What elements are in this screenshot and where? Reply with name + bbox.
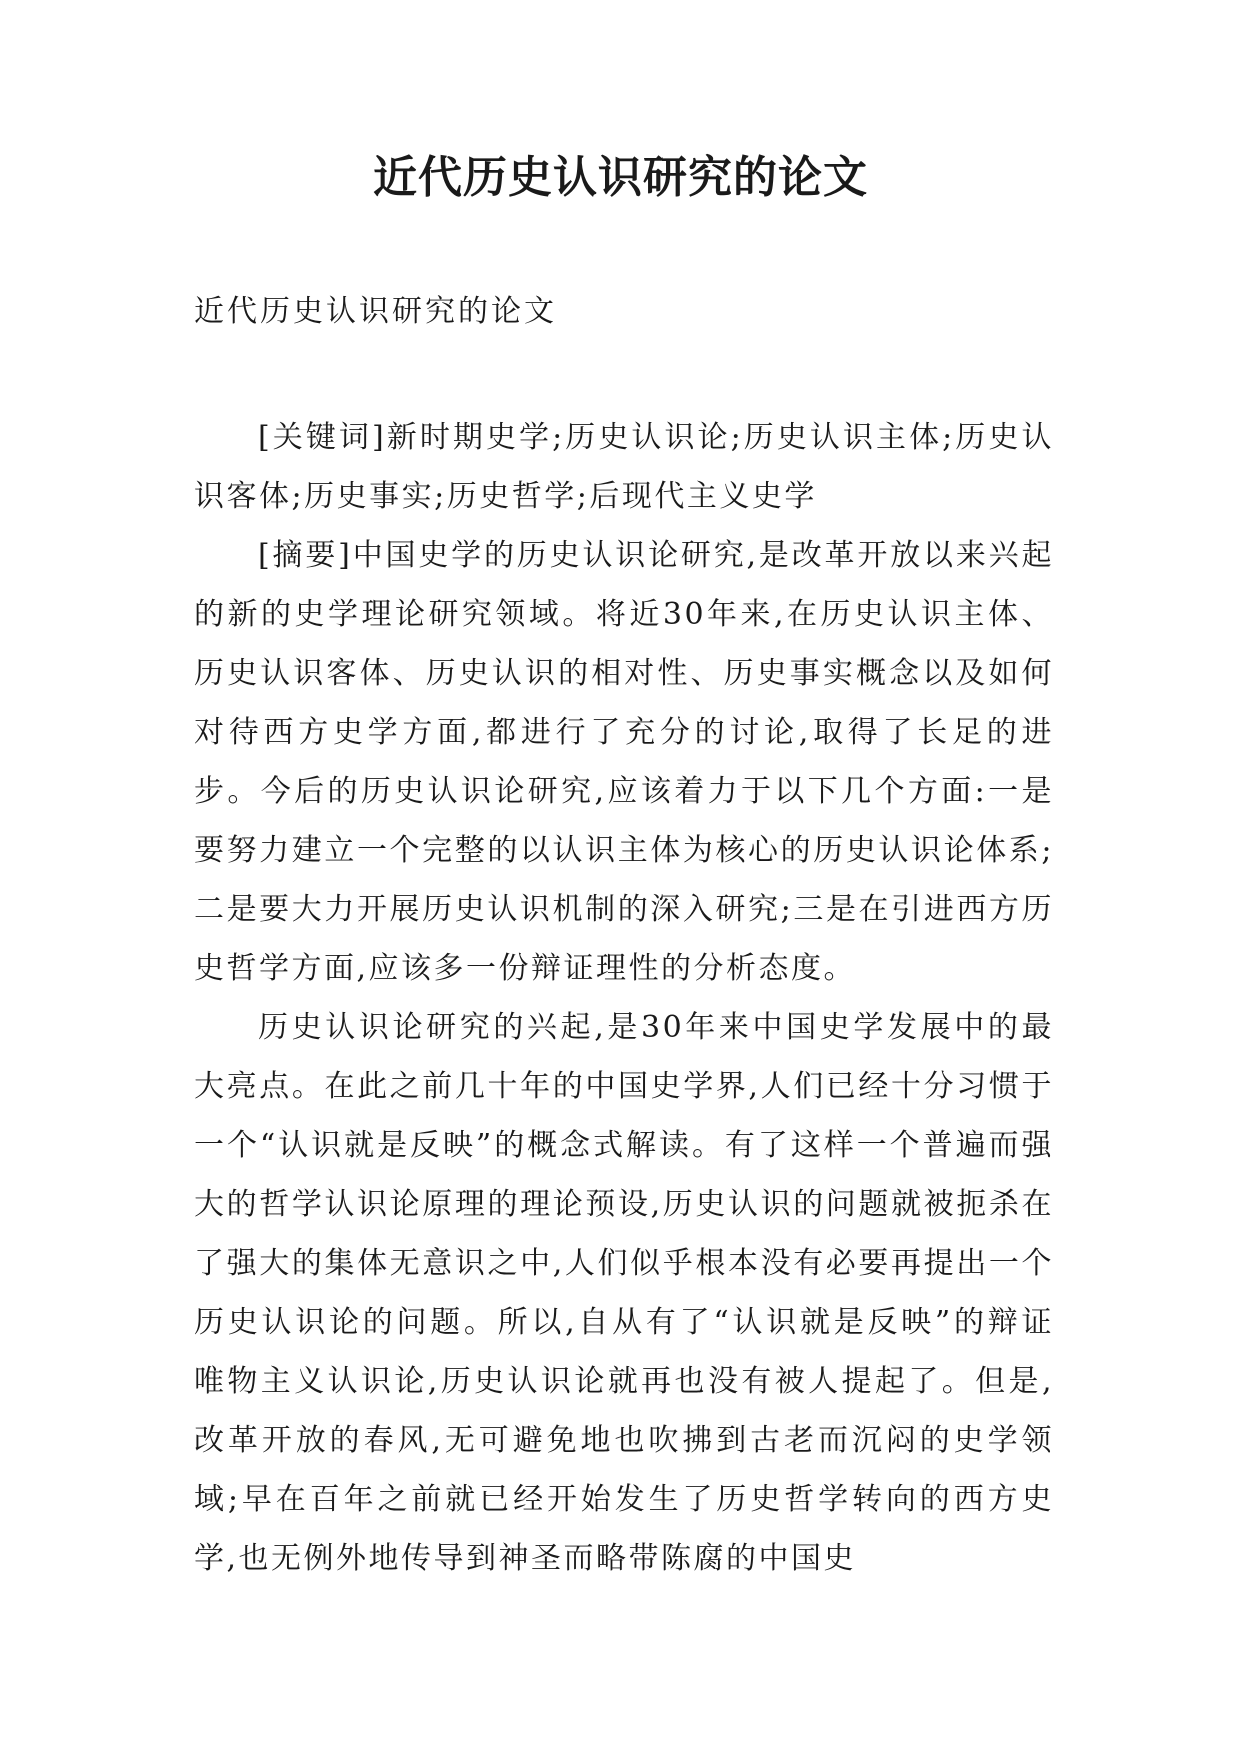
document-body <box>194 408 1054 1588</box>
keywords-paragraph: [关键词]新时期史学;历史认识论;历史认识主体;历史认识客体;历史事实;历史哲学;后现代主义史学 <box>194 420 1054 514</box>
document-subtitle: 近代历史认识研究的论文 <box>194 294 557 329</box>
abstract-paragraph: [摘要]中国史学的历史认识论研究,是改革开放以来兴起的新的史学理论研究领域。将近30年来,在历史认识主体、历史认识客体、历史认识的相对性、历史事实概念以及如何对待西方史学方面,都进行了充分的讨论,取得了长足的进步。今后的历史认识论研究,应该着力于以下几个方面:一是要努力建立一个完整的以认识主体为核心的历史认识论体系;二是要大力开展历史认识机制的深入研究;三是在引进西方历史哲学方面,应该多一份辩证理性的分析态度。 <box>194 538 1054 986</box>
body-paragraph: 历史认识论研究的兴起,是30年来中国史学发展中的最大亮点。在此之前几十年的中国史学界,人们已经十分习惯于一个“认识就是反映”的概念式解读。有了这样一个普遍而强大的哲学认识论原理的理论预设,历史认识的问题就被扼杀在了强大的集体无意识之中,人们似乎根本没有必要再提出一个历史认识论的问题。所以,自从有了“认识就是反映”的辩证唯物主义认识论,历史认识论就再也没有被人提起了。但是,改革开放的春风,无可避免地也吹拂到古老而沉闷的史学领域;早在百年之前就已经开始发生了历史哲学转向的西方史学,也无例外地传导到神圣而略带陈腐的中国史 <box>194 1010 1054 1576</box>
document-title: 近代历史认识研究的论文 <box>373 152 868 203</box>
